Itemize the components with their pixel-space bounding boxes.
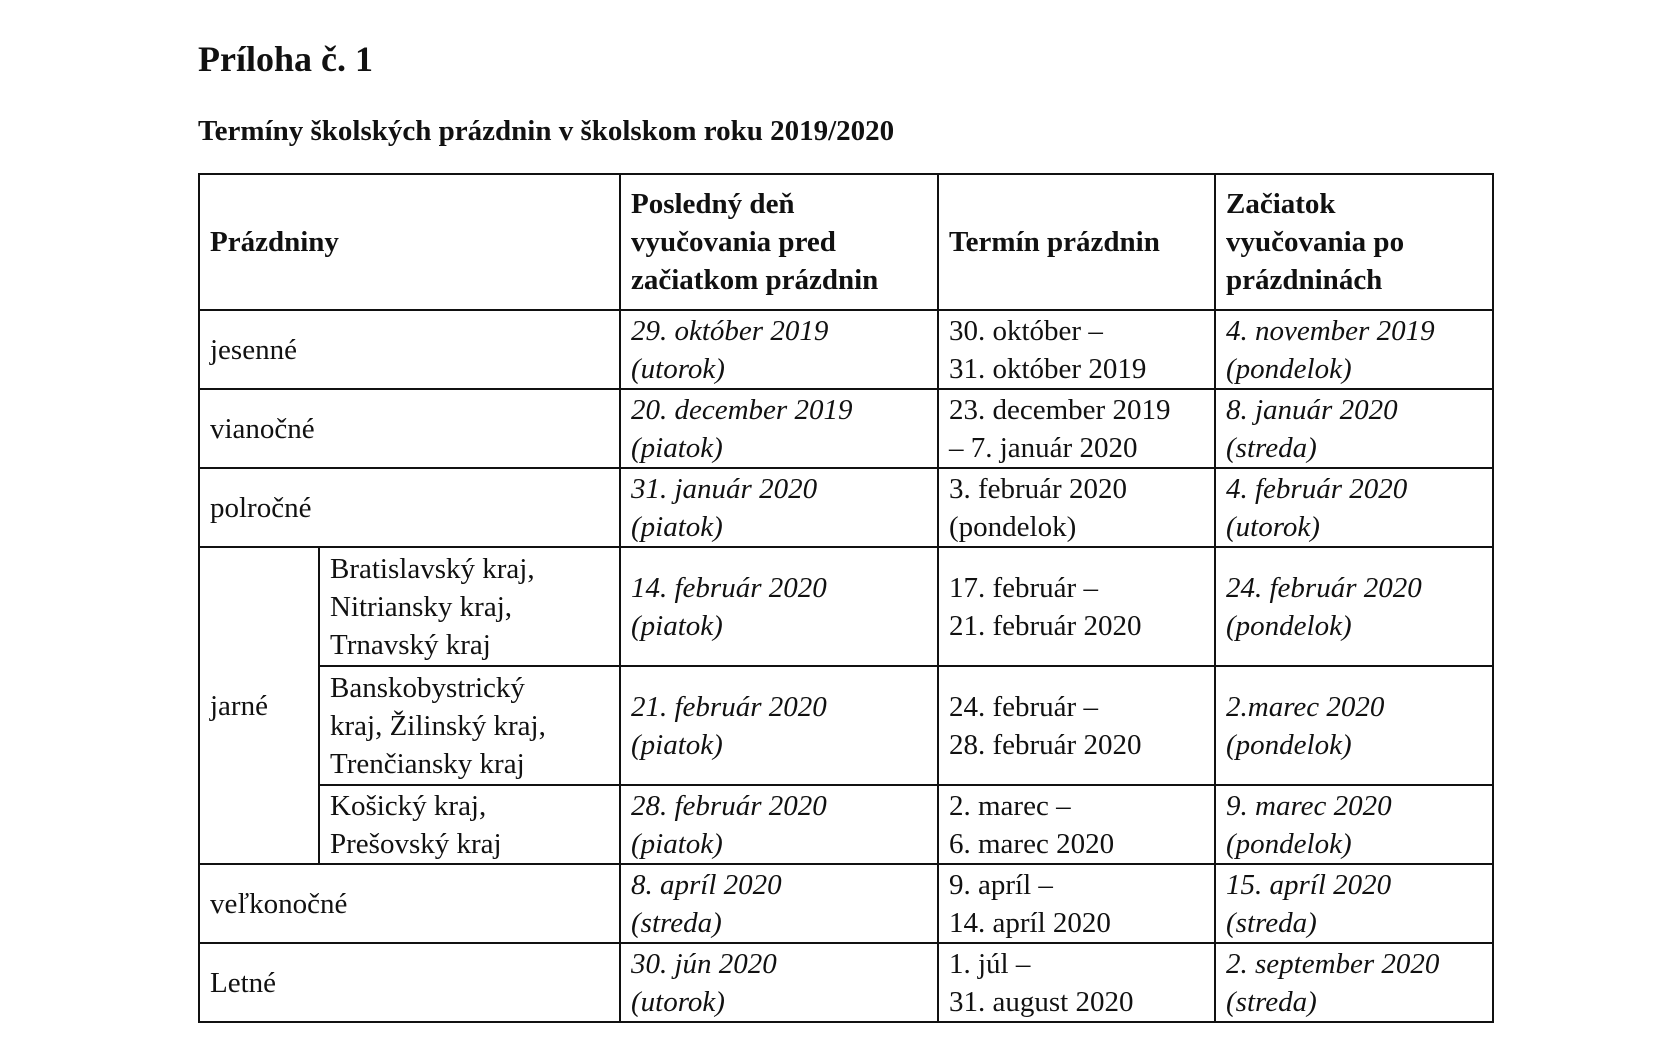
start-cell: [1215, 310, 1493, 389]
start-weekday: (pondelok): [1226, 728, 1352, 761]
table-row-jarne-2: [199, 666, 1493, 785]
start-date: 15. apríl 2020: [1226, 868, 1392, 901]
start-cell: [1215, 468, 1493, 547]
region-line: Trenčiansky kraj: [330, 747, 525, 780]
period-cell: [938, 943, 1215, 1022]
table-row-velkonocne: [199, 864, 1493, 943]
region-line: Prešovský kraj: [330, 827, 502, 860]
last-day-weekday: (piatok): [631, 510, 723, 543]
start-cell: [1215, 389, 1493, 468]
region-line: Trnavský kraj: [330, 628, 491, 661]
holiday-name: jarné: [199, 547, 319, 864]
table-row-polrocne: [199, 468, 1493, 547]
header-last-day-line: Posledný deň: [631, 188, 795, 220]
period-cell: [938, 468, 1215, 547]
period-line: 2. marec –: [949, 789, 1071, 822]
start-cell: [1215, 785, 1493, 864]
holiday-name: polročné: [199, 468, 620, 547]
start-weekday: (streda): [1226, 431, 1317, 464]
last-day-date: 14. február 2020: [631, 571, 827, 604]
start-date: 24. február 2020: [1226, 571, 1422, 604]
region-cell: [319, 666, 620, 785]
region-cell: [319, 785, 620, 864]
period-line: – 7. január 2020: [949, 431, 1138, 464]
region-cell: [319, 547, 620, 666]
last-day-weekday: (piatok): [631, 609, 723, 642]
header-period: Termín prázdnin: [938, 174, 1215, 310]
header-last-day-line: začiatkom prázdnin: [631, 264, 879, 296]
table-row-jarne-3: [199, 785, 1493, 864]
period-line: 6. marec 2020: [949, 827, 1115, 860]
last-day-cell: [620, 389, 938, 468]
table-row-letne: [199, 943, 1493, 1022]
region-line: Košický kraj,: [330, 789, 487, 822]
holiday-name: jesenné: [199, 310, 620, 389]
start-date: 2. september 2020: [1226, 947, 1440, 980]
start-cell: [1215, 547, 1493, 666]
last-day-cell: [620, 666, 938, 785]
start-date: 2.marec 2020: [1226, 690, 1385, 723]
page-title: Príloha č. 1: [198, 39, 373, 79]
period-cell: [938, 547, 1215, 666]
period-cell: [938, 785, 1215, 864]
start-cell: [1215, 943, 1493, 1022]
period-cell: [938, 666, 1215, 785]
last-day-cell: [620, 785, 938, 864]
table-row-jarne-1: [199, 547, 1493, 666]
last-day-cell: [620, 310, 938, 389]
period-cell: [938, 310, 1215, 389]
holiday-name: veľkonočné: [199, 864, 620, 943]
start-weekday: (pondelok): [1226, 352, 1352, 385]
last-day-date: 29. október 2019: [631, 314, 829, 347]
start-weekday: (utorok): [1226, 510, 1320, 543]
header-start: [1215, 174, 1493, 310]
header-start-line: Začiatok: [1226, 188, 1336, 220]
last-day-date: 8. apríl 2020: [631, 868, 782, 901]
period-line: 28. február 2020: [949, 728, 1142, 761]
header-last-day-line: vyučovania pred: [631, 226, 836, 258]
period-line: 31. august 2020: [949, 985, 1134, 1018]
header-start-line: prázdninách: [1226, 264, 1383, 296]
holiday-schedule-table: [198, 173, 1494, 1023]
last-day-cell: [620, 468, 938, 547]
last-day-date: 28. február 2020: [631, 789, 827, 822]
start-weekday: (pondelok): [1226, 827, 1352, 860]
start-cell: [1215, 864, 1493, 943]
period-line: 24. február –: [949, 690, 1098, 723]
last-day-weekday: (streda): [631, 906, 722, 939]
last-day-date: 20. december 2019: [631, 393, 853, 426]
period-cell: [938, 864, 1215, 943]
period-line: 21. február 2020: [949, 609, 1142, 642]
last-day-cell: [620, 943, 938, 1022]
table-row-vianocne: [199, 389, 1493, 468]
last-day-weekday: (piatok): [631, 431, 723, 464]
holiday-name: Letné: [199, 943, 620, 1022]
header-start-line: vyučovania po: [1226, 226, 1405, 258]
start-date: 4. november 2019: [1226, 314, 1435, 347]
start-date: 9. marec 2020: [1226, 789, 1392, 822]
start-weekday: (pondelok): [1226, 609, 1352, 642]
period-line: 3. február 2020: [949, 472, 1127, 505]
period-cell: [938, 389, 1215, 468]
period-line: (pondelok): [949, 510, 1077, 543]
region-line: kraj, Žilinský kraj,: [330, 709, 546, 742]
period-line: 30. október –: [949, 314, 1103, 347]
last-day-date: 30. jún 2020: [631, 947, 777, 980]
period-line: 9. apríl –: [949, 868, 1053, 901]
last-day-weekday: (piatok): [631, 728, 723, 761]
start-date: 4. február 2020: [1226, 472, 1408, 505]
last-day-cell: [620, 864, 938, 943]
last-day-date: 21. február 2020: [631, 690, 827, 723]
period-line: 23. december 2019: [949, 393, 1171, 426]
last-day-date: 31. január 2020: [631, 472, 818, 505]
start-weekday: (streda): [1226, 906, 1317, 939]
region-line: Banskobystrický: [330, 671, 525, 704]
table-row-jesenne: [199, 310, 1493, 389]
last-day-cell: [620, 547, 938, 666]
header-last-day: [620, 174, 938, 310]
holiday-name: vianočné: [199, 389, 620, 468]
last-day-weekday: (utorok): [631, 985, 725, 1018]
start-weekday: (streda): [1226, 985, 1317, 1018]
header-holiday: Prázdniny: [199, 174, 620, 310]
region-line: Nitriansky kraj,: [330, 590, 513, 623]
period-line: 17. február –: [949, 571, 1098, 604]
region-line: Bratislavský kraj,: [330, 552, 535, 585]
last-day-weekday: (piatok): [631, 827, 723, 860]
start-cell: [1215, 666, 1493, 785]
last-day-weekday: (utorok): [631, 352, 725, 385]
table-caption: Termíny školských prázdnin v školskom roku 2019/2020: [198, 115, 895, 147]
period-line: 1. júl –: [949, 947, 1031, 980]
table-header-row: [199, 174, 1493, 310]
period-line: 31. október 2019: [949, 352, 1147, 385]
period-line: 14. apríl 2020: [949, 906, 1111, 939]
start-date: 8. január 2020: [1226, 393, 1398, 426]
